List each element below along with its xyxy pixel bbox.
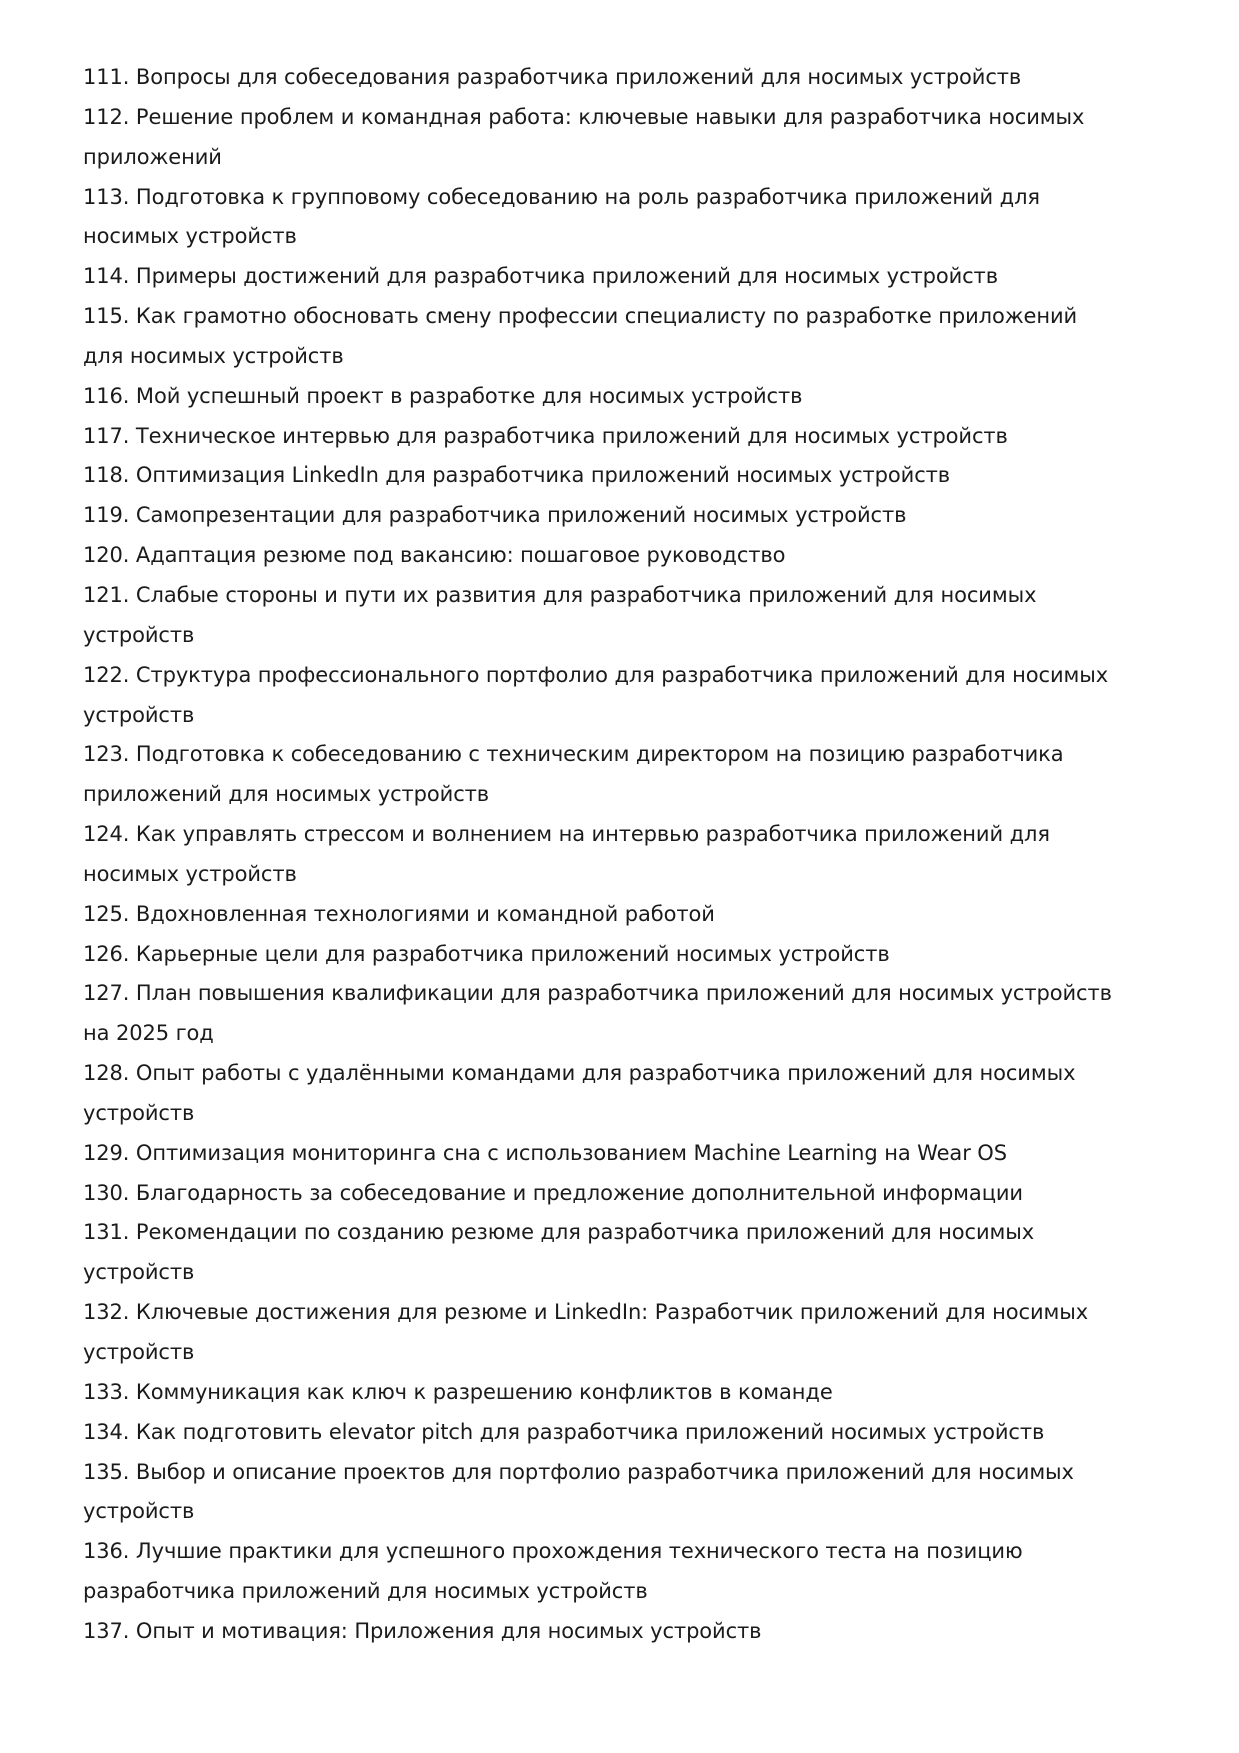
list-item-text-line: приложений — [83, 144, 222, 169]
list-item-text-line: 136. Лучшие практики для успешного прохождения технического теста на позицию — [83, 1539, 1023, 1564]
list-item — [83, 1213, 1112, 1293]
list-item-text-line: 129. Оптимизация мониторинга сна с использованием Machine Learning на Wear OS — [83, 1140, 1007, 1165]
list-item-text-line: устройств — [83, 702, 195, 727]
list-item-text-line: разработчика приложений для носимых устройств — [83, 1579, 648, 1604]
list-item-text-line: 125. Вдохновленная технологиями и командной работой — [83, 901, 715, 926]
list-item — [83, 1612, 1112, 1652]
list-item — [83, 536, 1112, 576]
list-item-text-line: 131. Рекомендации по созданию резюме для разработчика приложений для носимых — [83, 1220, 1035, 1245]
list-item-text-line: устройств — [83, 1340, 195, 1364]
list-item — [83, 735, 1112, 815]
list-item-text-line: 121. Слабые стороны и пути их развития для разработчика приложений для носимых — [83, 582, 1037, 607]
list-item-text-line: 127. План повышения квалификации для разработчика приложений для носимых устройств — [83, 981, 1112, 1006]
list-item-text-line: 116. Мой успешный проект в разработке для носимых устройств — [83, 383, 803, 408]
list-item-text-line: 124. Как управлять стрессом и волнением на интервью разработчика приложений для — [83, 822, 1050, 847]
list-item-text-line: 132. Ключевые достижения для резюме и LinkedIn: Разработчик приложений для носимых — [83, 1300, 1089, 1325]
list-item-text-line: 134. Как подготовить elevator pitch для разработчика приложений носимых устройств — [83, 1419, 1045, 1444]
list-item — [83, 935, 1112, 975]
list-item — [83, 1413, 1112, 1453]
list-item — [83, 576, 1112, 656]
list-item — [83, 377, 1112, 417]
list-item — [83, 1293, 1112, 1373]
list-item — [83, 417, 1112, 457]
list-item-text-line: устройств — [83, 1260, 195, 1285]
list-item — [83, 98, 1112, 178]
list-item-text-line: 117. Техническое интервью для разработчика приложений для носимых устройств — [83, 423, 1008, 448]
list-item-text-line: 113. Подготовка к групповому собеседованию на роль разработчика приложений для — [83, 184, 1040, 209]
list-item — [83, 178, 1112, 258]
list-item-text-line: устройств — [83, 622, 195, 647]
list-item — [83, 1453, 1112, 1533]
list-item-text-line: 135. Выбор и описание проектов для портфолио разработчика приложений для носимых — [83, 1459, 1074, 1484]
list-item-text-line: устройств — [83, 1100, 195, 1125]
list-item-text-line: 123. Подготовка к собеседованию с техническим директором на позицию разработчика — [83, 742, 1064, 767]
list-item — [83, 1532, 1112, 1612]
list-item — [83, 1054, 1112, 1134]
list-item — [83, 297, 1112, 377]
list-item — [83, 974, 1112, 1054]
list-item-text-line: 133. Коммуникация как ключ к разрешению конфликтов в команде — [83, 1379, 833, 1404]
list-item — [83, 58, 1112, 98]
list-item-text-line: устройств — [83, 1499, 195, 1524]
list-item — [83, 895, 1112, 935]
list-item — [83, 656, 1112, 736]
list-item-text-line: 137. Опыт и мотивация: Приложения для носимых устройств — [83, 1618, 762, 1643]
list-item-text-line: 112. Решение проблем и командная работа: ключевые навыки для разработчика носимых — [83, 104, 1085, 129]
list-item — [83, 1134, 1112, 1174]
list-item-text-line: на 2025 год — [83, 1021, 214, 1046]
list-item-text-line: 118. Оптимизация LinkedIn для разработчика приложений носимых устройств — [83, 463, 951, 488]
list-item — [83, 496, 1112, 536]
list-item-text-line: 126. Карьерные цели для разработчика приложений носимых устройств — [83, 941, 890, 966]
list-item-text-line: 111. Вопросы для собеседования разработчика приложений для носимых устройств — [83, 65, 1022, 89]
list-item — [83, 815, 1112, 895]
list-item-text-line: 119. Самопрезентации для разработчика приложений носимых устройств — [83, 503, 907, 528]
list-item-text-line: приложений для носимых устройств — [83, 782, 490, 807]
list-item-text-line: 128. Опыт работы с удалёнными командами для разработчика приложений для носимых — [83, 1061, 1076, 1086]
list-item — [83, 257, 1112, 297]
list-item-text-line: 122. Структура профессионального портфолио для разработчика приложений для носимых — [83, 662, 1109, 687]
list-item — [83, 1373, 1112, 1413]
list-item-text-line: 120. Адаптация резюме под вакансию: пошаговое руководство — [83, 543, 786, 568]
list-item-text-line: для носимых устройств — [83, 343, 344, 368]
list-item — [83, 1174, 1112, 1214]
list-item — [83, 456, 1112, 496]
list-item-text-line: 114. Примеры достижений для разработчика приложений для носимых устройств — [83, 264, 998, 289]
document-list — [83, 58, 1112, 1652]
list-item-text-line: носимых устройств — [83, 861, 297, 886]
list-item-text-line: носимых устройств — [83, 224, 297, 249]
list-item-text-line: 115. Как грамотно обосновать смену профессии специалисту по разработке приложений — [83, 304, 1078, 329]
list-item-text-line: 130. Благодарность за собеседование и предложение дополнительной информации — [83, 1180, 1023, 1205]
